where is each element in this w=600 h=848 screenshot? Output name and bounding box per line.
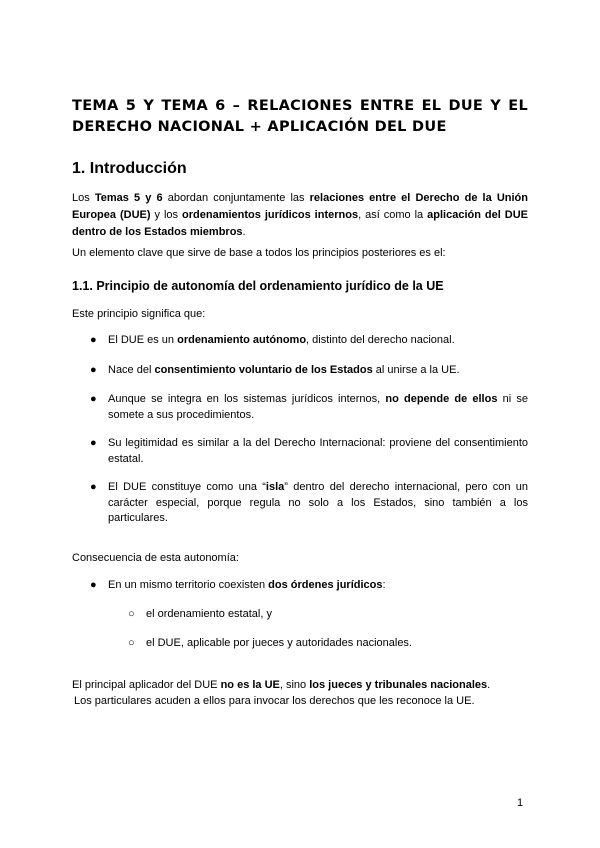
list-item [90,436,528,467]
bullet-text: Nace del [108,364,155,376]
bullet-icon: ● [90,364,97,376]
page-number: 1 [517,797,524,809]
closing-text: . [487,679,491,691]
closing-line-2: Los particulares acuden a ellos para invocar los derechos que les reconoce la UE. [74,695,475,707]
list-item [90,578,528,594]
closing-bold: los jueces y tribunales nacionales [309,679,488,691]
bullet-icon: ● [90,481,97,493]
closing-line-1 [72,677,528,694]
bullet-icon: ● [90,334,97,346]
intro-bold-1: Temas 5 y 6 [94,192,163,204]
bullet-text: El DUE constituye como una “ [108,481,266,493]
bullet-bold: consentimiento voluntario de los Estados [154,364,373,376]
bullet-bold: dos órdenes jurídicos [268,579,383,591]
closing-text: El principal aplicador del DUE [72,679,221,691]
bullet-text: El DUE es un [108,334,178,346]
lead-paragraph: Un elemento clave que sirve de base a todos los principios posteriores es el: [72,247,446,259]
list-item [90,333,528,349]
intro-bold-4: aplicación del DUE dentro de los Estados miembros [72,209,528,238]
intro-text-2: abordan conjuntamente las [162,192,310,204]
sub-bullet-icon: ○ [128,637,135,649]
sub-bullet-icon: ○ [128,608,135,620]
closing-text: , sino [279,679,310,691]
closing-bold: no es la UE [220,679,280,691]
sub-item-text: el DUE, aplicable por jueces y autoridades nacionales. [146,637,412,649]
bullet-text: : [382,579,386,591]
intro-text-3: y los [150,209,183,221]
bullet-bold: ordenamiento autónomo [177,334,307,346]
intro-text-1: Los [72,192,95,204]
section-heading-introduccion: 1. Introducción [72,160,187,177]
bullet-bold: no depende de ellos [385,393,498,405]
intro-paragraph [72,190,528,241]
sub-list-item [128,636,528,652]
intro-bold-2: relaciones entre el Derecho de la Unión Europea (DUE) [72,192,528,221]
consequence-intro: Consecuencia de esta autonomía: [72,552,239,564]
list-item [90,363,528,379]
list-item [90,392,528,423]
sub-item-text: el ordenamiento estatal, y [146,608,272,620]
bullet-bold: isla [265,481,285,493]
sub-list-item [128,607,528,623]
bullet-text: En un mismo territorio coexisten [108,579,269,591]
bullet-icon: ● [90,579,97,591]
bullet-text: Aunque se integra en los sistemas jurídicos internos, [108,393,386,405]
bullet-icon: ● [90,437,97,449]
intro-text-4: , así como la [358,209,428,221]
bullet-text: Su legitimidad es similar a la del Derecho Internacional: proviene del consentimiento estatal. [108,437,528,465]
document-title: TEMA 5 Y TEMA 6 – RELACIONES ENTRE EL DUE Y EL DERECHO NACIONAL + APLICACIÓN DEL DUE [72,98,528,135]
bullet-text: ” dentro del derecho internacional, pero con un carácter especial, porque regula no solo a los Estados, sino también a los particulares. [108,481,528,524]
bullet-text: ni se somete a sus procedimientos. [108,393,528,421]
section-heading-autonomia: 1.1. Principio de autonomía del ordenamiento jurídico de la UE [72,279,444,293]
bullet-text: al unirse a la UE. [372,364,460,376]
list-item [90,480,528,527]
intro-bold-3: ordenamientos jurídicos internos [182,209,359,221]
bullet-icon: ● [90,393,97,405]
bullet-text: , distinto del derecho nacional. [306,334,455,346]
intro-text-5: . [242,226,246,238]
principle-intro: Este principio significa que: [72,308,206,320]
